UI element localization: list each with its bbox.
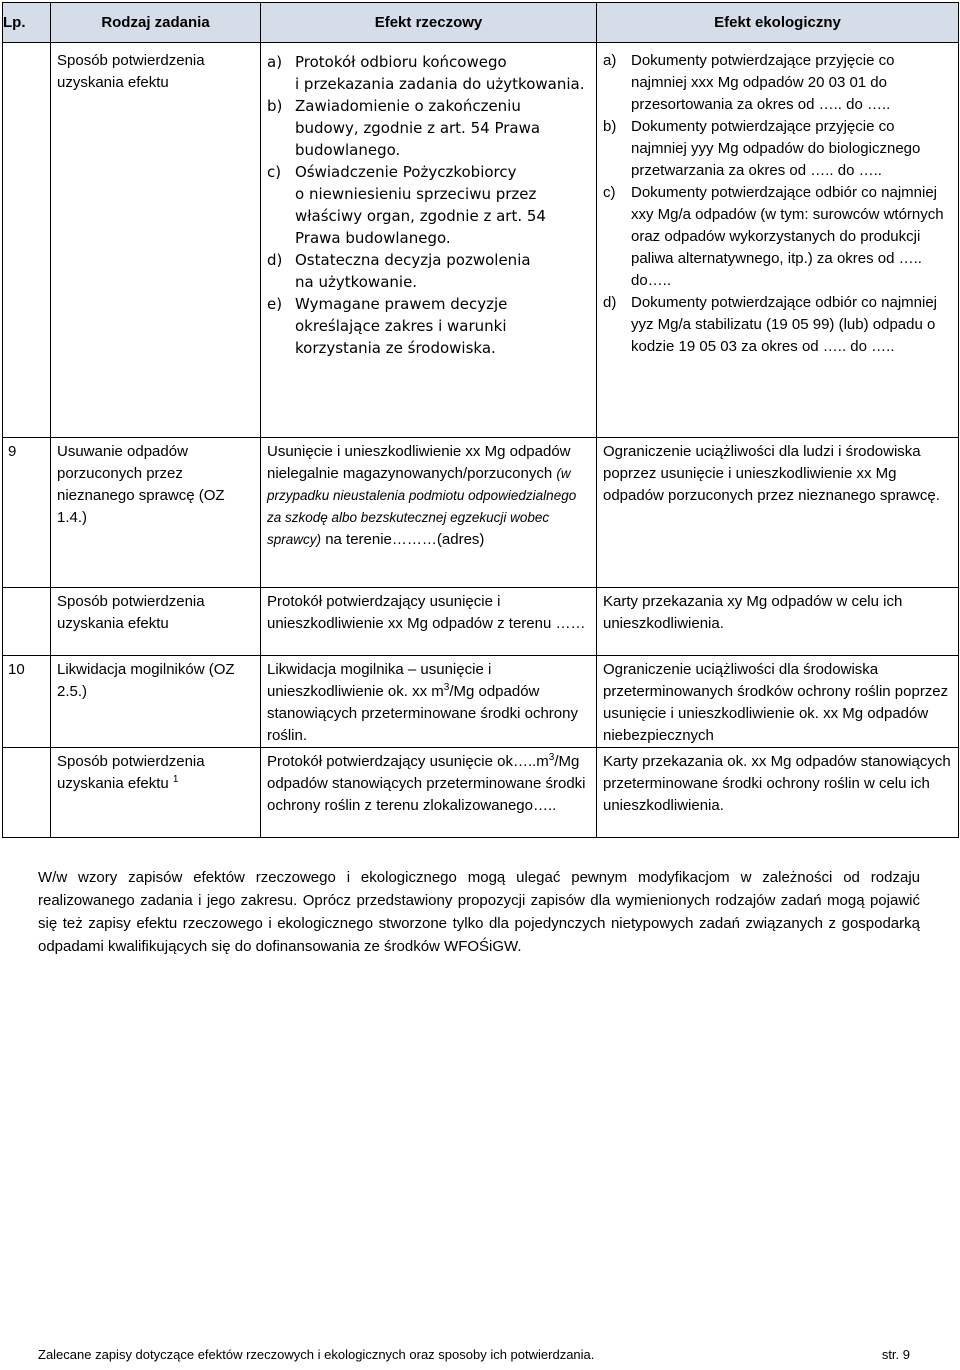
note-paragraph: W/w wzory zapisów efektów rzeczowego i ekologicznego mogą ulegać pewnym modyfikacjom w zależności od rodzaju realizowanego zadania i jego zakresu. Oprócz przedstawiony propozycji zapisów dla wymienionych rodzajów zadań mogą pojawić się też zapisy efektu rzeczowego i ekologicznego stworzone tylko dla pojedynczych nietypowych zadań związanych z gospodarką odpadami kwalifikujących się do dofinansowania ze środków WFOŚiGW. — [38, 869, 920, 955]
table-row — [3, 43, 959, 438]
table-row — [3, 656, 959, 748]
list-item — [603, 50, 952, 116]
list-item — [267, 249, 590, 293]
rzeczowy-text: Likwidacja mogilnika – usunięcie i unieszkodliwienie ok. xx $m^3/Mg$ odpadów stanowiących przeterminowane środki ochrony roślin. — [267, 661, 578, 744]
ekologiczny-cell: Ograniczenie uciążliwości dla środowiska przeterminowanych środków ochrony roślin poprzez usunięcie i unieszkodliwienie ok. xx Mg odpadów niebezpiecznych — [597, 656, 959, 748]
table-row — [3, 588, 959, 656]
page-number: str. 9 — [881, 1347, 910, 1362]
list-item-text: Protokół odbioru końcowego i przekazania zadania do użytkowania. — [295, 53, 585, 93]
table-row — [3, 748, 959, 838]
header-rodzaj: Rodzaj zadania — [51, 3, 261, 43]
list-item-label: e) — [267, 295, 283, 313]
effects-table — [2, 2, 959, 838]
rzeczowy-cell — [261, 656, 597, 748]
rodzaj-cell: Likwidacja mogilników (OZ 2.5.) — [51, 656, 261, 748]
ekologiczny-list — [597, 43, 958, 358]
list-item — [267, 51, 590, 95]
sposob-cell: Sposób potwierdzenia uzyskania efektu $^1$ — [51, 748, 261, 838]
rzeczowy-list — [261, 43, 596, 359]
header-ekologiczny: Efekt ekologiczny — [597, 3, 959, 43]
table-header — [3, 3, 959, 43]
header-rzeczowy: Efekt rzeczowy — [261, 3, 597, 43]
rzeczowy-cell — [261, 43, 597, 438]
list-item-label: b) — [603, 118, 617, 135]
list-item-label: a) — [603, 52, 617, 69]
list-item — [603, 182, 952, 292]
ekologiczny-cell: Ograniczenie uciążliwości dla ludzi i środowiska poprzez usunięcie i unieszkodliwienie xx Mg odpadów porzuconych przez nieznanego sprawcę. — [597, 438, 959, 588]
rzeczowy-text: Usunięcie i unieszkodliwienie xx Mg odpadów nielegalnie magazynowanych/porzuconych (w przypadku nieustalenia podmiotu odpowiedzialnego za szkodę albo bezskutecznej egzekucji wobec sprawcy) na terenie………(adres) — [267, 443, 577, 548]
ekologiczny-cell: Karty przekazania ok. xx Mg odpadów stanowiących przeterminowane środki ochrony roślin w celu ich unieszkodliwienia. — [597, 748, 959, 838]
lp-cell: 9 — [3, 438, 51, 588]
list-item-text: Dokumenty potwierdzające przyjęcie co najmniej yyy Mg odpadów do biologicznego przetwarzania za okres od ….. do ….. — [631, 118, 921, 179]
list-item — [267, 95, 590, 161]
list-item-label: a) — [267, 53, 283, 71]
list-item — [267, 293, 590, 359]
rodzaj-cell: Usuwanie odpadów porzuconych przez nieznanego sprawcę (OZ 1.4.) — [51, 438, 261, 588]
ekologiczny-cell: Karty przekazania xy Mg odpadów w celu ich unieszkodliwienia. — [597, 588, 959, 656]
list-item-text: Dokumenty potwierdzające przyjęcie co najmniej xxx Mg odpadów 20 03 01 do przesortowania za okres od ….. do ….. — [631, 52, 895, 113]
sposob-cell: Sposób potwierdzenia uzyskania efektu — [51, 588, 261, 656]
page-footer — [38, 1347, 910, 1362]
footer-title: Zalecane zapisy dotyczące efektów rzeczowych i ekologicznych oraz sposoby ich potwierdzania. — [38, 1347, 595, 1362]
ekologiczny-cell — [597, 43, 959, 438]
rodzaj-cell: Sposób potwierdzenia uzyskania efektu — [51, 43, 261, 438]
list-item — [267, 161, 590, 249]
rzeczowy-cell: Protokół potwierdzający usunięcie i unieszkodliwienie xx Mg odpadów z terenu …… — [261, 588, 597, 656]
lp-cell — [3, 748, 51, 838]
table-row — [3, 438, 959, 588]
lp-cell — [3, 43, 51, 438]
list-item — [603, 292, 952, 358]
list-item-text: Dokumenty potwierdzające odbiór co najmniej yyz Mg/a stabilizatu (19 05 99) (lub) odpadu o kodzie 19 05 03 za okres od ….. do ….. — [631, 294, 937, 355]
list-item-label: d) — [603, 294, 617, 311]
list-item — [603, 116, 952, 182]
list-item-label: b) — [267, 97, 283, 115]
list-item-text: Wymagane prawem decyzje określające zakres i warunki korzystania ze środowiska. — [295, 295, 508, 357]
list-item-label: d) — [267, 251, 283, 269]
list-item-text: Zawiadomienie o zakończeniu budowy, zgodnie z art. 54 Prawa budowlanego. — [295, 97, 541, 159]
lp-cell — [3, 588, 51, 656]
header-lp: Lp. — [3, 3, 51, 43]
list-item-text: Dokumenty potwierdzające odbiór co najmniej xxy Mg/a odpadów (w tym: surowców wtórnych oraz odpadów wykorzystanych do produkcji paliwa alternatywnego, itp.) za okres od ….. do….. — [631, 184, 944, 289]
list-item-label: c) — [267, 163, 282, 181]
rzeczowy-cell — [261, 438, 597, 588]
list-item-text: Ostateczna decyzja pozwolenia na użytkowanie. — [295, 251, 531, 291]
list-item-text: Oświadczenie Pożyczkobiorcy o niewniesieniu sprzeciwu przez właściwy organ, zgodnie z art. 54 Prawa budowlanego. — [295, 163, 546, 247]
rzeczowy-cell: Protokół potwierdzający usunięcie $ok\dots..m^3/Mg$ odpadów stanowiących przeterminowane środki ochrony roślin z terenu zlokalizowanego….. — [261, 748, 597, 838]
list-item-label: c) — [603, 184, 616, 201]
lp-cell: 10 — [3, 656, 51, 748]
